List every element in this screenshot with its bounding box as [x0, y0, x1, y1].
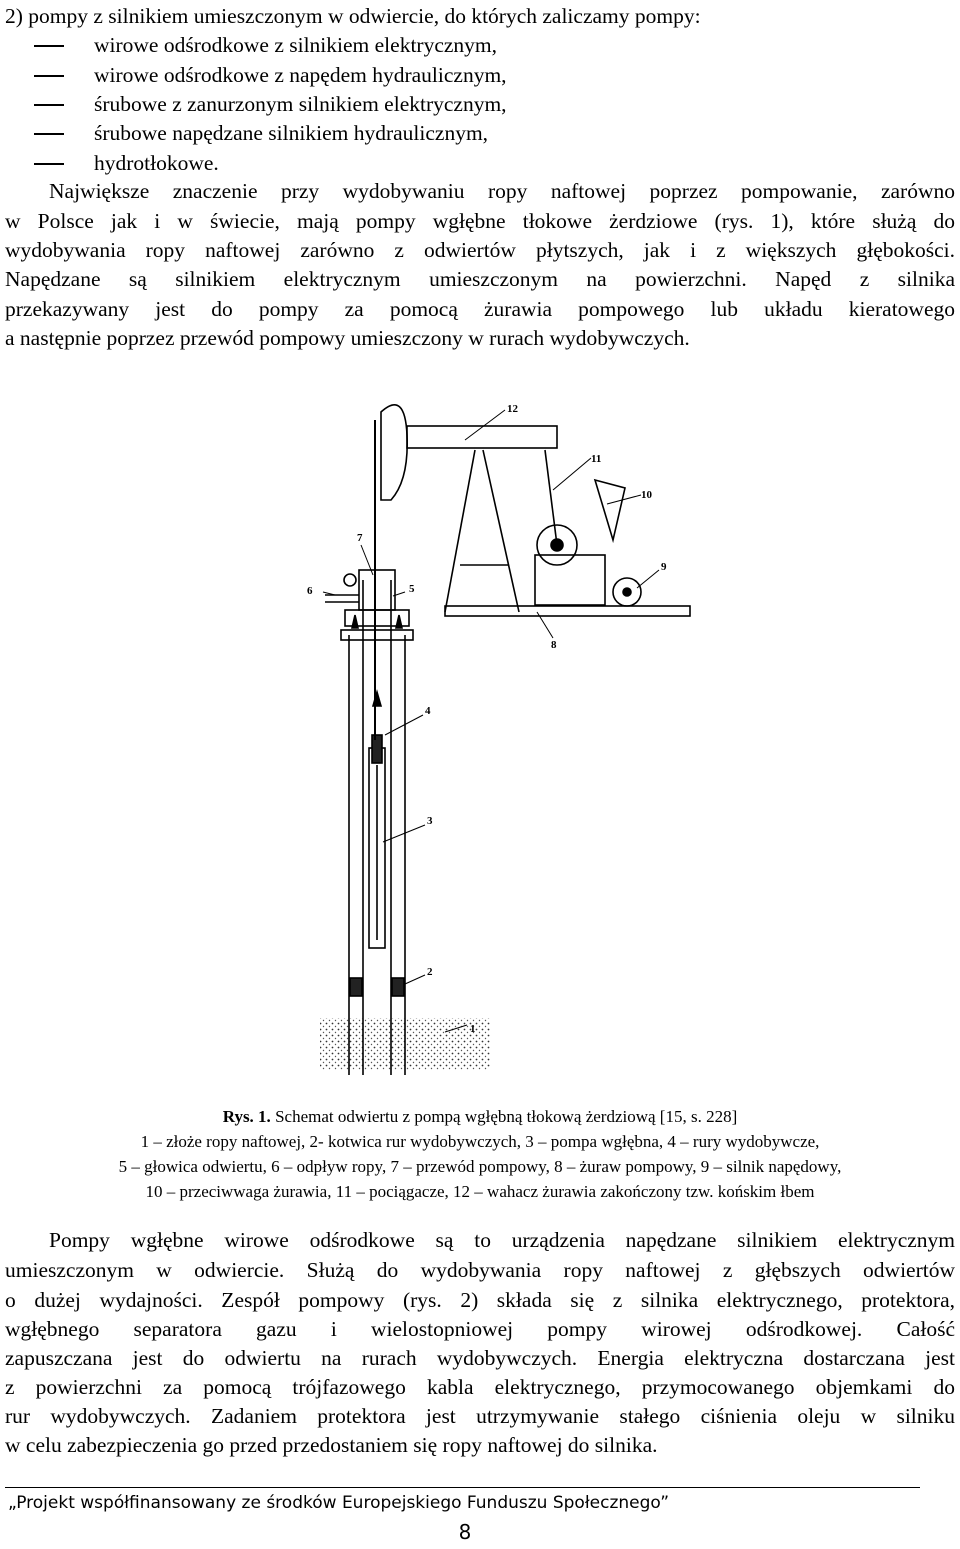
- figure-label-1: 1: [470, 1023, 476, 1035]
- paragraph1-line: w Polsce jak i w świecie, mają pompy wgłębne tłokowe żerdziowe (rys. 1), które służą do: [5, 209, 955, 233]
- paragraph2-line: o dużej wydajności. Zespół pompowy (rys. 2) składa się z silnika elektrycznego, protektora,: [5, 1288, 955, 1312]
- figure-label-5: 5: [409, 583, 415, 595]
- figure-label-12: 12: [507, 403, 518, 415]
- figure-label-10: 10: [641, 489, 652, 501]
- intro-item: śrubowe napędzane silnikiem hydraulicznym,: [94, 121, 489, 145]
- intro-item: hydrotłokowe.: [94, 151, 219, 175]
- dash-bullet: [34, 104, 64, 106]
- well-schematic-figure: [295, 380, 705, 1080]
- intro-item: wirowe odśrodkowe z silnikiem elektrycznym,: [94, 33, 498, 57]
- figure-legend-line: 10 – przeciwwaga żurawia, 11 – pociągacze, 12 – wahacz żurawia zakończony tzw. końskim łbem: [145, 1182, 815, 1201]
- walking-beam: [407, 426, 557, 448]
- figure-label-7: 7: [357, 532, 363, 544]
- figure-label-9: 9: [661, 561, 667, 573]
- dash-bullet: [34, 45, 64, 47]
- figure-caption-text: Schemat odwiertu z pompą wgłębną tłokową żerdziową [15, s. 228]: [270, 1107, 738, 1126]
- figure-legend-line: 1 – złoże ropy naftowej, 2- kotwica rur wydobywczych, 3 – pompa wgłębna, 4 – rury wydobywcze,: [140, 1132, 820, 1151]
- pumpjack-base: [445, 606, 690, 616]
- paragraph2-line: Pompy wgłębne wirowe odśrodkowe są to urządzenia napędzane silnikiem elektrycznym: [49, 1228, 955, 1252]
- figure-label-8: 8: [551, 639, 557, 651]
- tubing-anchor: [350, 978, 362, 996]
- paragraph2-line: wgłębnego separatora gazu i wielostopniowej pompy wirowej odśrodkowej. Całość: [5, 1317, 955, 1341]
- footer-funding-note: „Projekt współfinansowany ze środków Europejskiego Funduszu Społecznego”: [8, 1493, 670, 1513]
- figure-label-2: 2: [427, 966, 433, 978]
- paragraph2-line: umieszczonym w odwiercie. Służą do wydobywania ropy naftowej z głębszych odwiertów: [5, 1258, 955, 1282]
- figure-caption: [0, 1105, 960, 1129]
- footer-divider: [5, 1487, 920, 1488]
- intro-heading: 2) pompy z silnikiem umieszczonym w odwiercie, do których zaliczamy pompy:: [5, 4, 701, 28]
- paragraph2-line: z powierzchni za pomocą trójfazowego kabla elektrycznego, przymocowanego objemkami do: [5, 1375, 955, 1399]
- figure-label-6: 6: [307, 585, 313, 597]
- dash-bullet: [34, 133, 64, 135]
- paragraph1-line: przekazywany jest do pompy za pomocą żurawia pompowego lub układu kieratowego: [5, 297, 955, 321]
- figure-legend-line: 5 – głowica odwiertu, 6 – odpływ ropy, 7 – przewód pompowy, 8 – żuraw pompowy, 9 – silnik napędowy,: [118, 1157, 842, 1176]
- figure-label-4: 4: [425, 705, 431, 717]
- figure-caption-number: Rys. 1.: [222, 1107, 271, 1126]
- paragraph1-line: Napędzane są silnikiem elektrycznym umieszczonym na powierzchni. Napęd z silnika: [5, 267, 955, 291]
- paragraph1-line: Największe znaczenie przy wydobywaniu ropy naftowej poprzez pompowanie, zarówno: [49, 179, 955, 203]
- paragraph2-line: zapuszczana jest do odwiertu na rurach wydobywczych. Energia elektryczna dostarczana jest: [5, 1346, 955, 1370]
- counterweight: [595, 480, 625, 540]
- paragraph1-line: a następnie poprzez przewód pompowy umieszczony w rurach wydobywczych.: [5, 326, 690, 350]
- dash-bullet: [34, 75, 64, 77]
- figure-label-3: 3: [427, 815, 433, 827]
- figure-label-11: 11: [591, 453, 602, 465]
- intro-item: śrubowe z zanurzonym silnikiem elektrycznym,: [94, 92, 507, 116]
- paragraph1-line: wydobywania ropy naftowej zarówno z odwiertów płytszych, jak i z większych głębokości.: [5, 238, 955, 262]
- page-number: 8: [458, 1520, 472, 1544]
- paragraph2-line: rur wydobywczych. Zadaniem protektora jest utrzymywanie stałego ciśnienia oleju w silniku: [5, 1404, 955, 1428]
- dash-bullet: [34, 163, 64, 165]
- paragraph2-line: w celu zabezpieczenia go przed przedostaniem się ropy naftowej do silnika.: [5, 1433, 658, 1457]
- intro-item: wirowe odśrodkowe z napędem hydraulicznym,: [94, 63, 507, 87]
